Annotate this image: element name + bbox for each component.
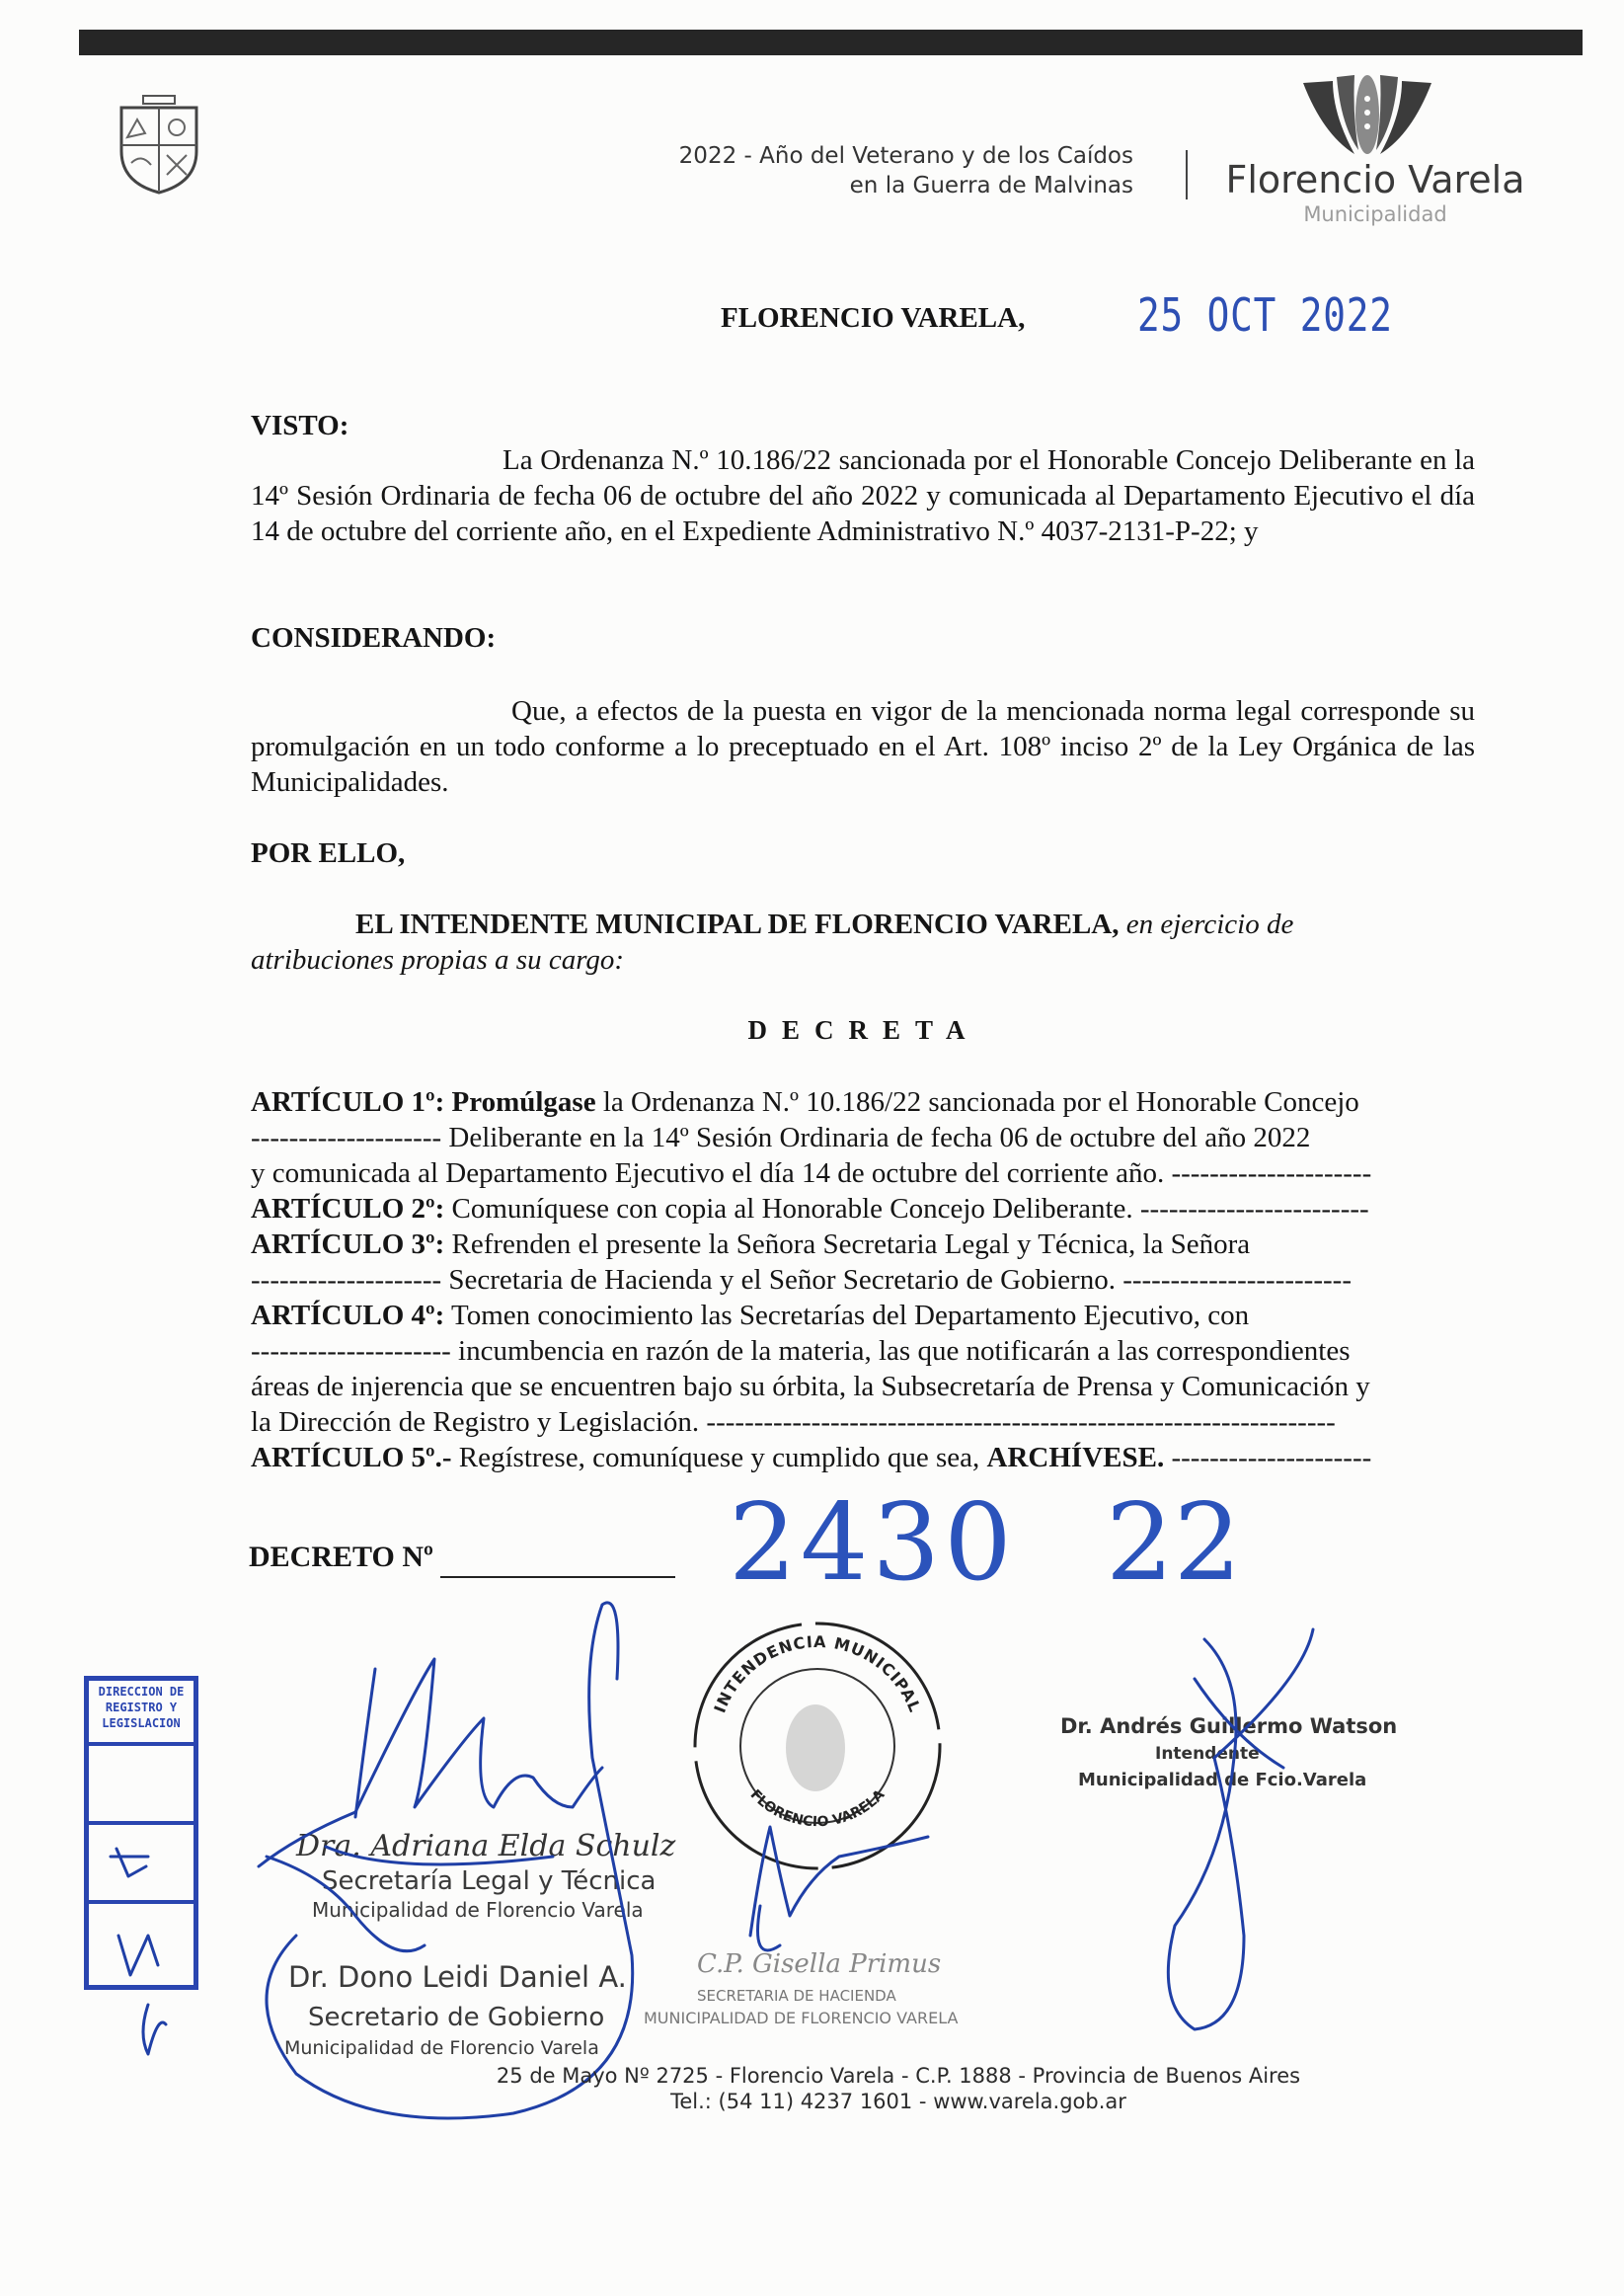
- top-bar: [79, 30, 1583, 55]
- registro-stamp-line1: DIRECCION DE: [98, 1685, 185, 1699]
- article-2-label: ARTÍCULO 2º:: [251, 1193, 445, 1225]
- brand-name: Florencio Varela: [1225, 158, 1525, 201]
- leidi-name: Dr. Dono Leidi Daniel A.: [288, 1960, 627, 1994]
- considerando-heading: CONSIDERANDO:: [251, 622, 497, 654]
- article-2-text: Comuníquese con copia al Honorable Concejo Deliberante. ------------------------: [451, 1193, 1369, 1225]
- registro-stamp-header: [89, 1681, 193, 1746]
- decreto-number-stamp: 2430: [729, 1481, 1016, 1605]
- intendente-italic-1: en ejercicio de: [1125, 909, 1294, 940]
- article-4-label: ARTÍCULO 4º:: [251, 1300, 445, 1331]
- article-5-text: Regístrese, comuníquese y cumplido que sea,: [458, 1442, 980, 1473]
- leidi-org: Municipalidad de Florencio Varela: [284, 2037, 599, 2059]
- article-5-label: ARTÍCULO 5º.-: [251, 1442, 452, 1473]
- header-separator: [1186, 150, 1188, 199]
- registro-stamp-cell-3: [89, 1904, 193, 1985]
- visto-paragraph: La Ordenanza N.º 10.186/22 sancionada por el Honorable Concejo Deliberante en la 14º Sesión Ordinaria de fecha 06 de octubre del año 2022 y comunicada al Departamento Ejecutivo el día 14 de octubre del corriente año, en el Expediente Administrativo N.º 4037-2131-P-22; y: [251, 444, 1475, 547]
- article-4-line3: áreas de injerencia que se encuentren bajo su órbita, la Subsecretaría de Prensa y Comunicación y: [251, 1371, 1370, 1402]
- footer-address: 25 de Mayo Nº 2725 - Florencio Varela - C.P. 1888 - Provincia de Buenos Aires: [496, 2064, 1301, 2088]
- dateline-place: FLORENCIO VARELA,: [721, 302, 1026, 334]
- primus-org: MUNICIPALIDAD DE FLORENCIO VARELA: [644, 2009, 959, 2027]
- article-1-line1: [251, 1084, 1475, 1120]
- intendente-statement: [355, 907, 1481, 942]
- article-1: [251, 1084, 1475, 1191]
- intendencia-seal-icon: [679, 1608, 956, 1884]
- schulz-org: Municipalidad de Florencio Varela: [312, 1898, 644, 1922]
- considerando-paragraph: Que, a efectos de la puesta en vigor de la mencionada norma legal corresponde su promulgación en un todo conforme a lo preceptuado en el Art. 108º inciso 2º de la Ley Orgánica de las Municipalidades.: [251, 695, 1475, 798]
- schulz-signature-name: Dra. Adriana Elda Schulz: [296, 1829, 676, 1863]
- registro-stamp-line2: REGISTRO Y: [105, 1701, 178, 1714]
- date-stamp: 25 OCT 2022: [1137, 288, 1393, 342]
- intendente-italic-2: atribuciones propias a su cargo:: [251, 944, 625, 976]
- leidi-role: Secretario de Gobierno: [308, 2003, 605, 2032]
- schulz-role: Secretaría Legal y Técnica: [322, 1866, 657, 1896]
- seal-top-text: INTENDENCIA MUNICIPAL: [710, 1631, 925, 1716]
- registro-stamp-cell-1: [89, 1746, 193, 1825]
- coat-of-arms-icon: [114, 94, 204, 197]
- seal-bottom-text: FLORENCIO VARELA: [746, 1786, 889, 1831]
- footer-contact: Tel.: (54 11) 4237 1601 - www.varela.gob.ar: [670, 2090, 1126, 2113]
- registro-legislacion-stamp: [84, 1676, 198, 1990]
- article-4-line4: la Dirección de Registro y Legislación. ------------------------------------------------------------------: [251, 1406, 1336, 1438]
- florencio-varela-logo-icon: [1293, 75, 1441, 160]
- header-year-line2: en la Guerra de Malvinas: [849, 173, 1133, 198]
- article-4-line1: [251, 1298, 1475, 1333]
- article-4: [251, 1298, 1475, 1440]
- visto-heading: VISTO:: [251, 410, 349, 441]
- article-4-text1: Tomen conocimiento las Secretarías del Departamento Ejecutivo, con: [451, 1300, 1250, 1331]
- registro-stamp-line3: LEGISLACION: [102, 1716, 181, 1730]
- article-5: [251, 1440, 1475, 1475]
- article-3-line2: -------------------- Secretaria de Hacienda y el Señor Secretario de Gobierno. ------------------------: [251, 1264, 1352, 1296]
- intendente-title: EL INTENDENTE MUNICIPAL DE FLORENCIO VARELA,: [355, 909, 1120, 940]
- article-1-line2: -------------------- Deliberante en la 14º Sesión Ordinaria de fecha 06 de octubre del año 2022: [251, 1122, 1311, 1153]
- article-2: [251, 1191, 1475, 1227]
- article-3-line1: [251, 1227, 1475, 1262]
- article-1-bold: Promúlgase: [451, 1086, 596, 1118]
- por-ello-heading: POR ELLO,: [251, 837, 406, 869]
- decreto-year-stamp: 22: [1106, 1481, 1242, 1605]
- brand-subtitle: Municipalidad: [1303, 202, 1447, 226]
- registro-stamp-cell-2: [89, 1825, 193, 1904]
- article-3: [251, 1227, 1475, 1298]
- primus-role: SECRETARIA DE HACIENDA: [697, 1987, 896, 2005]
- article-3-text1: Refrenden el presente la Señora Secretaria Legal y Técnica, la Señora: [451, 1228, 1251, 1260]
- watson-org: Municipalidad de Fcio.Varela: [1078, 1770, 1367, 1790]
- primus-name: C.P. Gisella Primus: [697, 1949, 942, 1979]
- decreto-underline: [440, 1576, 675, 1578]
- article-1-text1: la Ordenanza N.º 10.186/22 sancionada por el Honorable Concejo: [602, 1086, 1359, 1118]
- decreta-heading: DECRETA: [747, 1015, 980, 1045]
- article-5-dashes: ---------------------: [1171, 1442, 1372, 1473]
- article-1-line3: y comunicada al Departamento Ejecutivo el día 14 de octubre del corriente año. ---------------------: [251, 1157, 1372, 1189]
- article-5-archivese: ARCHÍVESE.: [986, 1442, 1165, 1473]
- watson-role: Intendente: [1155, 1744, 1260, 1764]
- header-year-motto: [612, 141, 1133, 200]
- header-year-line1: 2022 - Año del Veterano y de los Caídos: [678, 143, 1133, 169]
- article-1-label: ARTÍCULO 1º:: [251, 1086, 445, 1118]
- article-3-label: ARTÍCULO 3º:: [251, 1228, 445, 1260]
- watson-name: Dr. Andrés Guillermo Watson: [1060, 1714, 1398, 1738]
- decreto-label: DECRETO Nº: [249, 1541, 433, 1573]
- article-4-line2: --------------------- incumbencia en razón de la materia, las que notificarán a las correspondientes: [251, 1335, 1351, 1367]
